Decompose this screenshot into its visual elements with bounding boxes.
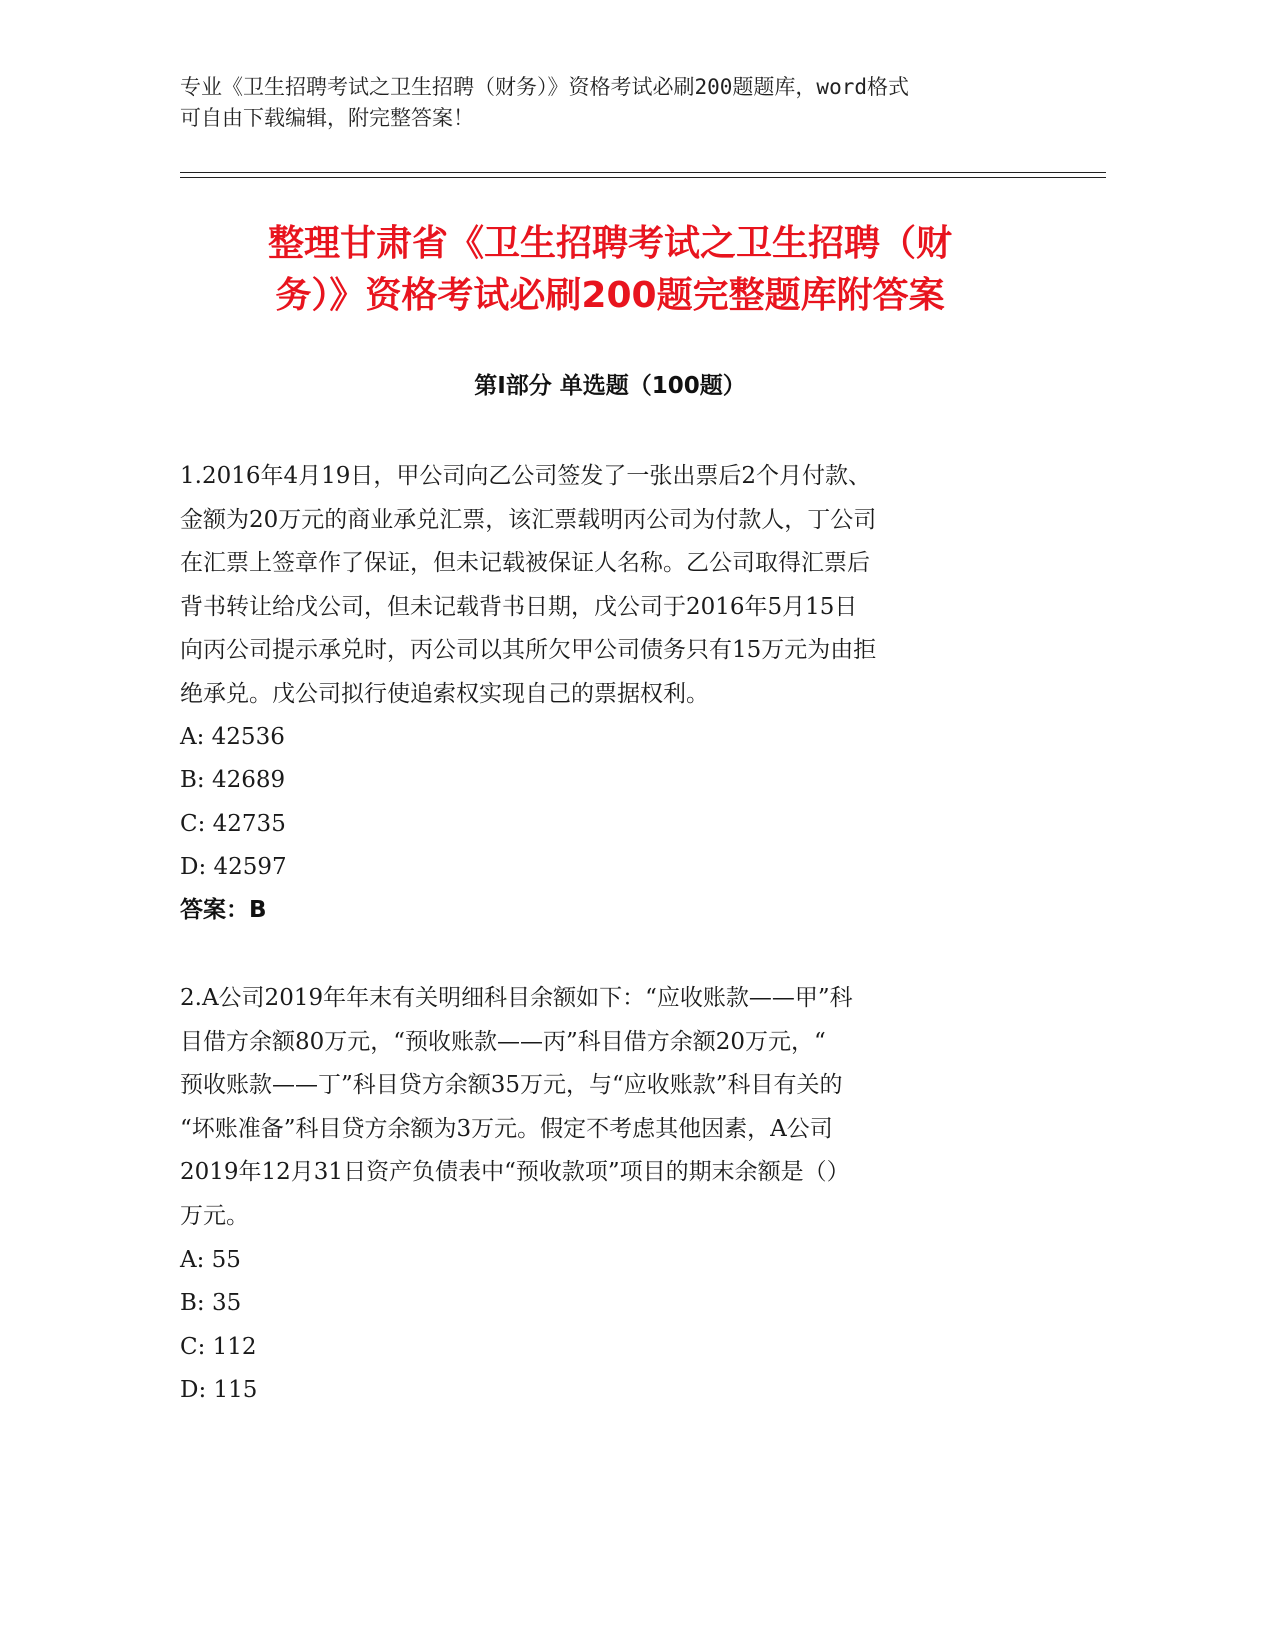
question-1-option-a: A: 42536 — [180, 724, 285, 750]
header-divider-bottom — [180, 177, 1106, 178]
title-line-1: 整理甘肃省《卫生招聘考试之卫生招聘（财 — [267, 223, 952, 264]
question-line: 向丙公司提示承兑时，丙公司以其所欠甲公司债务只有15万元为由拒 — [180, 637, 877, 663]
question-2-text — [180, 977, 1030, 1238]
question-1-option-c: C: 42735 — [180, 811, 286, 837]
header-divider-top — [180, 172, 1106, 173]
question-line: 2.A公司2019年年末有关明细科目余额如下：“应收账款——甲”科 — [180, 985, 853, 1011]
header-line-1: 专业《卫生招聘考试之卫生招聘（财务）》资格考试必刷200题题库，word格式 — [180, 75, 909, 99]
question-line: 目借方余额80万元，“预收账款——丙”科目借方余额20万元，“ — [180, 1028, 826, 1055]
question-line: 在汇票上签章作了保证，但未记载被保证人名称。乙公司取得汇票后 — [180, 550, 870, 576]
question-1-option-b: B: 42689 — [180, 767, 286, 793]
question-1-answer: 答案：B — [180, 897, 267, 923]
question-1-option-d: D: 42597 — [180, 854, 287, 880]
question-2-option-c: C: 112 — [180, 1334, 257, 1360]
section-heading: 第Ⅰ部分 单选题（100题） — [474, 373, 746, 399]
question-line: 绝承兑。戊公司拟行使追索权实现自己的票据权利。 — [180, 680, 709, 707]
question-2-option-d: D: 115 — [180, 1377, 258, 1403]
question-line: 1.2016年4月19日，甲公司向乙公司签发了一张出票后2个月付款、 — [180, 463, 872, 489]
title-line-2: 务）》资格考试必刷200题完整题库附答案 — [275, 275, 945, 316]
page-header — [180, 72, 1030, 134]
question-line: 万元。 — [180, 1202, 249, 1229]
question-line: “坏账准备”科目贷方余额为3万元。假定不考虑其他因素，A公司 — [180, 1115, 833, 1142]
question-line: 2019年12月31日资产负债表中“预收款项”项目的期末余额是（） — [180, 1159, 850, 1185]
question-line: 预收账款——丁”科目贷方余额35万元，与“应收账款”科目有关的 — [180, 1072, 843, 1098]
header-line-2: 可自由下载编辑，附完整答案！ — [180, 106, 474, 130]
question-2-option-a: A: 55 — [180, 1247, 241, 1273]
question-line: 金额为20万元的商业承兑汇票，该汇票载明丙公司为付款人，丁公司 — [180, 506, 877, 533]
document-title — [180, 218, 1040, 322]
question-line: 背书转让给戊公司，但未记载背书日期，戊公司于2016年5月15日 — [180, 593, 858, 620]
question-1-text — [180, 455, 1030, 716]
question-2-option-b: B: 35 — [180, 1290, 242, 1316]
